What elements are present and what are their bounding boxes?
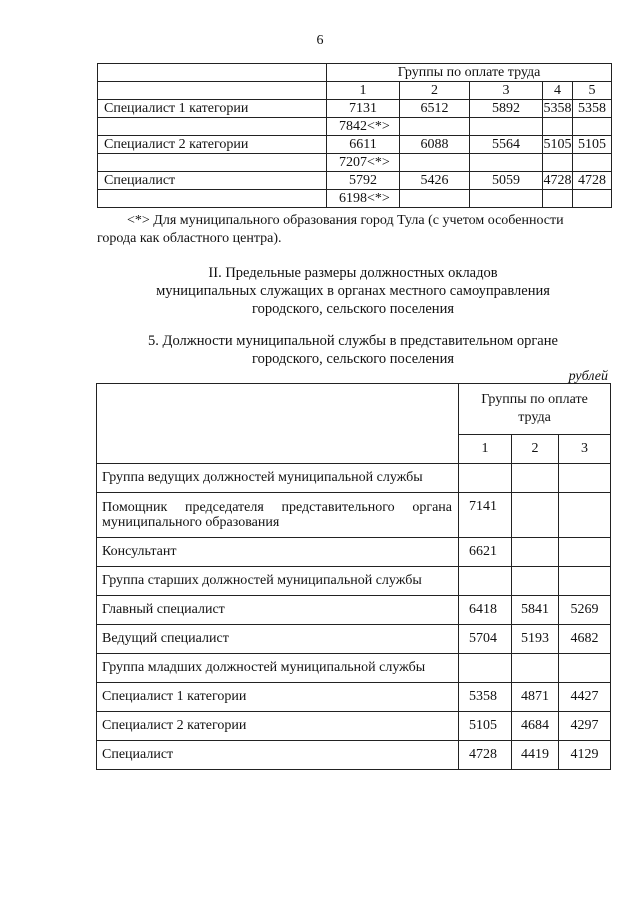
position-name: Специалист 1 категории bbox=[97, 683, 459, 712]
position-name bbox=[97, 493, 459, 538]
salary-cell: 5269 bbox=[559, 596, 611, 625]
table-header-empty bbox=[97, 384, 459, 464]
salary-cell bbox=[559, 567, 611, 596]
salary-cell: 5358 bbox=[459, 683, 512, 712]
table-row-note bbox=[98, 190, 612, 208]
empty-cell bbox=[470, 190, 543, 208]
currency-unit: рублей bbox=[568, 369, 608, 384]
section-heading-5 bbox=[96, 332, 610, 368]
salary-cell bbox=[512, 493, 559, 538]
table-row bbox=[98, 172, 612, 190]
col-header-1: 1 bbox=[459, 435, 512, 464]
salary-cell: 5426 bbox=[400, 172, 470, 190]
salary-cell: 6621 bbox=[459, 538, 512, 567]
position-name: Специалист 2 категории bbox=[98, 136, 327, 154]
salary-cell: 5892 bbox=[470, 100, 543, 118]
col-header-4: 4 bbox=[543, 82, 573, 100]
empty-cell bbox=[470, 154, 543, 172]
table-row-group bbox=[97, 567, 611, 596]
position-name: Специалист bbox=[98, 172, 327, 190]
salary-cell: 4728 bbox=[459, 741, 512, 770]
salary-cell bbox=[512, 654, 559, 683]
table-row bbox=[98, 136, 612, 154]
group-name: Группа старших должностей муниципальной службы bbox=[97, 567, 459, 596]
col-header-1: 1 bbox=[327, 82, 400, 100]
salary-cell bbox=[512, 567, 559, 596]
heading-line: городского, сельского поселения bbox=[251, 301, 454, 317]
footnote-line-2: города как областного центра). bbox=[97, 231, 282, 246]
heading-line: городского, сельского поселения bbox=[251, 351, 454, 367]
salary-cell bbox=[459, 567, 512, 596]
salary-cell bbox=[559, 493, 611, 538]
empty-cell bbox=[543, 154, 573, 172]
empty-cell bbox=[98, 154, 327, 172]
empty-cell bbox=[543, 190, 573, 208]
salary-cell: 4728 bbox=[573, 172, 612, 190]
salary-cell: 6611 bbox=[327, 136, 400, 154]
col-header-3: 3 bbox=[470, 82, 543, 100]
salary-cell: 4297 bbox=[559, 712, 611, 741]
salary-cell: 7141 bbox=[459, 493, 512, 538]
salary-table-bottom bbox=[96, 383, 611, 770]
salary-cell: 6088 bbox=[400, 136, 470, 154]
table-row bbox=[98, 100, 612, 118]
position-name: Специалист 1 категории bbox=[98, 100, 327, 118]
table-row bbox=[97, 741, 611, 770]
empty-cell bbox=[98, 118, 327, 136]
position-name: Консультант bbox=[97, 538, 459, 567]
empty-cell bbox=[573, 154, 612, 172]
empty-cell bbox=[543, 118, 573, 136]
col-header-5: 5 bbox=[573, 82, 612, 100]
salary-cell bbox=[512, 464, 559, 493]
salary-cell: 5105 bbox=[543, 136, 572, 152]
salary-cell: 4728 bbox=[543, 172, 572, 188]
section-heading-2 bbox=[96, 264, 610, 318]
salary-cell bbox=[559, 538, 611, 567]
empty-cell bbox=[573, 118, 612, 136]
salary-cell: 5841 bbox=[512, 596, 559, 625]
empty-cell bbox=[98, 190, 327, 208]
salary-cell bbox=[459, 464, 512, 493]
salary-cell bbox=[559, 464, 611, 493]
salary-cell bbox=[512, 538, 559, 567]
empty-cell bbox=[400, 190, 470, 208]
salary-cell: 5105 bbox=[573, 136, 612, 154]
table-row-group bbox=[97, 654, 611, 683]
salary-cell: 5059 bbox=[470, 172, 543, 190]
salary-cell: 5105 bbox=[459, 712, 512, 741]
position-name: Главный специалист bbox=[97, 596, 459, 625]
salary-cell: 6418 bbox=[459, 596, 512, 625]
pay-groups-header: Группы по оплате труда bbox=[327, 64, 612, 82]
empty-cell bbox=[400, 154, 470, 172]
footnote-text: <*> Для муниципального образования город Тула (с учетом особенности bbox=[127, 213, 564, 228]
salary-cell: 5704 bbox=[459, 625, 512, 654]
empty-cell bbox=[400, 118, 470, 136]
salary-cell: 4427 bbox=[559, 683, 611, 712]
heading-line: 5. Должности муниципальной службы в представительном органе bbox=[148, 333, 558, 349]
table-row-group bbox=[97, 464, 611, 493]
tula-salary-note: 7842<*> bbox=[327, 118, 400, 136]
heading-line: II. Предельные размеры должностных окладов bbox=[208, 265, 498, 281]
group-name: Группа младших должностей муниципальной службы bbox=[97, 654, 459, 683]
salary-cell bbox=[459, 654, 512, 683]
salary-cell: 4419 bbox=[512, 741, 559, 770]
salary-cell: 7131 bbox=[327, 100, 400, 118]
salary-cell bbox=[559, 654, 611, 683]
salary-cell: 4684 bbox=[512, 712, 559, 741]
col-header-2: 2 bbox=[512, 435, 559, 464]
col-header-3: 3 bbox=[559, 435, 611, 464]
table-row bbox=[97, 712, 611, 741]
table-row bbox=[97, 625, 611, 654]
table-row bbox=[97, 493, 611, 538]
heading-line: муниципальных служащих в органах местного самоуправления bbox=[156, 283, 550, 299]
position-name: Специалист bbox=[97, 741, 459, 770]
table-header-empty bbox=[98, 64, 327, 82]
position-name: Ведущий специалист bbox=[97, 625, 459, 654]
table-row bbox=[97, 683, 611, 712]
footnote-line-1 bbox=[97, 212, 611, 230]
table-header-empty bbox=[98, 82, 327, 100]
salary-cell: 4871 bbox=[512, 683, 559, 712]
table-row bbox=[97, 538, 611, 567]
empty-cell bbox=[573, 190, 612, 208]
page-number: 6 bbox=[316, 33, 324, 48]
salary-table-top bbox=[97, 63, 612, 208]
salary-cell: 5564 bbox=[470, 136, 543, 154]
salary-cell: 4129 bbox=[559, 741, 611, 770]
salary-cell: 5358 bbox=[573, 100, 612, 118]
table-row bbox=[97, 596, 611, 625]
table-row-note bbox=[98, 118, 612, 136]
position-name: Специалист 2 категории bbox=[97, 712, 459, 741]
group-name: Группа ведущих должностей муниципальной службы bbox=[97, 464, 459, 493]
empty-cell bbox=[470, 118, 543, 136]
col-header-2: 2 bbox=[400, 82, 470, 100]
tula-salary-note: 6198<*> bbox=[327, 190, 400, 208]
salary-cell: 6512 bbox=[400, 100, 470, 118]
footnote bbox=[97, 212, 611, 248]
salary-cell: 5358 bbox=[543, 100, 572, 116]
salary-cell: 4682 bbox=[559, 625, 611, 654]
position-name-line-2: муниципального образования bbox=[102, 515, 280, 530]
tula-salary-note: 7207<*> bbox=[327, 154, 400, 172]
table-row-note bbox=[98, 154, 612, 172]
salary-cell: 5193 bbox=[512, 625, 559, 654]
pay-groups-header: Группы по оплате труда bbox=[459, 384, 611, 435]
position-name-line-1: Помощник председателя представительного органа bbox=[102, 499, 452, 515]
salary-cell: 5792 bbox=[327, 172, 400, 190]
